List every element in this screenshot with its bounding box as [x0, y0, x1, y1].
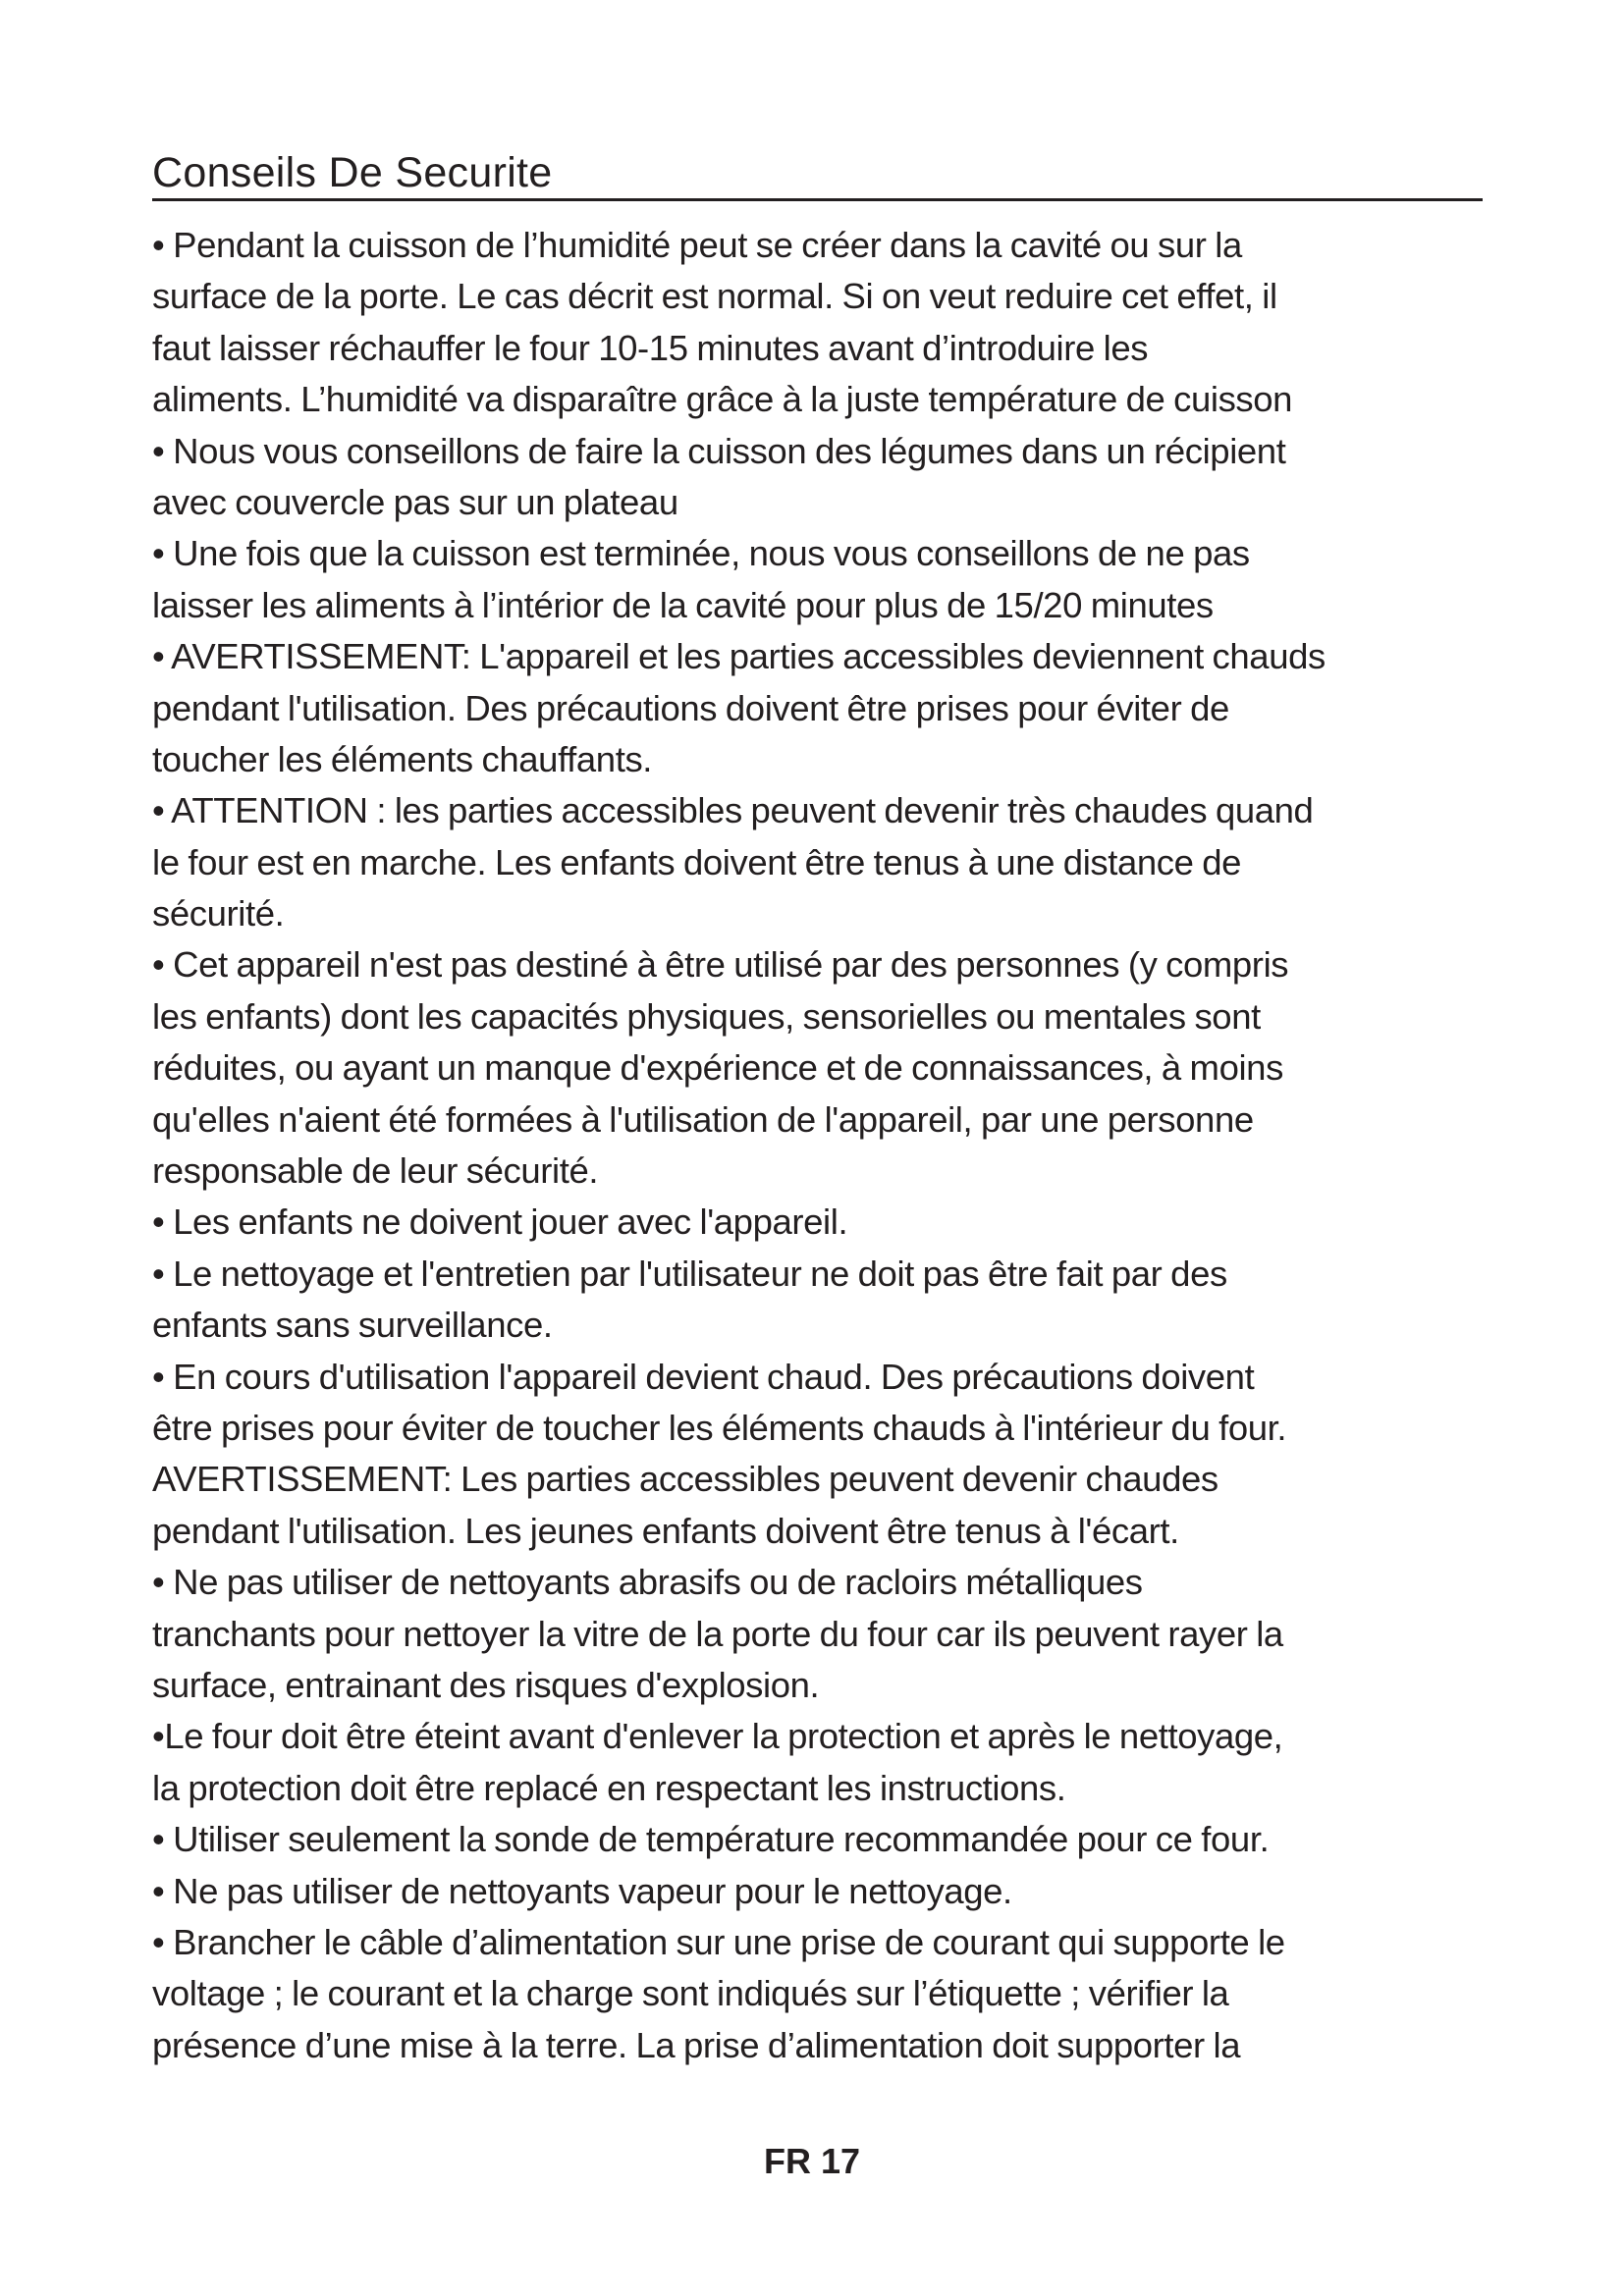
text-line: faut laisser réchauffer le four 10-15 minutes avant d’introduire les [152, 327, 1149, 368]
text-line: • Les enfants ne doivent jouer avec l'appareil. [152, 1201, 848, 1243]
text-line: • Utiliser seulement la sonde de température recommandée pour ce four. [152, 1819, 1270, 1860]
section-heading: Conseils De Securite [152, 147, 1483, 201]
text-line: • Ne pas utiliser de nettoyants vapeur pour le nettoyage. [152, 1870, 1012, 1911]
text-line: surface, entrainant des risques d'explosion. [152, 1664, 820, 1705]
text-line: pendant l'utilisation. Les jeunes enfants doivent être tenus à l'écart. [152, 1510, 1179, 1551]
text-line: réduites, ou ayant un manque d'expérience et de connaissances, à moins [152, 1047, 1283, 1089]
text-line: •Le four doit être éteint avant d'enlever la protection et après le nettoyage, [152, 1716, 1283, 1757]
text-line: • Brancher le câble d’alimentation sur une prise de courant qui supporte le [152, 1921, 1285, 1962]
text-line: • En cours d'utilisation l'appareil devient chaud. Des précautions doivent [152, 1356, 1255, 1397]
text-line: toucher les éléments chauffants. [152, 738, 653, 779]
safety-advice-text [152, 220, 1527, 2071]
text-line: qu'elles n'aient été formées à l'utilisation de l'appareil, par une personne [152, 1098, 1254, 1140]
text-line: le four est en marche. Les enfants doivent être tenus à une distance de [152, 841, 1242, 882]
text-line: tranchants pour nettoyer la vitre de la porte du four car ils peuvent rayer la [152, 1613, 1283, 1654]
text-line: enfants sans surveillance. [152, 1305, 553, 1346]
text-line: • Nous vous conseillons de faire la cuisson des légumes dans un récipient [152, 430, 1286, 471]
text-line: surface de la porte. Le cas décrit est normal. Si on veut reduire cet effet, il [152, 276, 1277, 317]
text-line: • Cet appareil n'est pas destiné à être utilisé par des personnes (y compris [152, 944, 1289, 986]
text-line: AVERTISSEMENT: Les parties accessibles peuvent devenir chaudes [152, 1459, 1218, 1500]
text-line: • Ne pas utiliser de nettoyants abrasifs ou de racloirs métalliques [152, 1562, 1143, 1603]
text-line: • AVERTISSEMENT: L'appareil et les parties accessibles deviennent chauds [152, 636, 1326, 677]
text-line: avec couvercle pas sur un plateau [152, 481, 678, 522]
text-line: aliments. L’humidité va disparaître grâce à la juste température de cuisson [152, 379, 1293, 420]
text-line: • Pendant la cuisson de l’humidité peut se créer dans la cavité ou sur la [152, 225, 1242, 265]
text-line: voltage ; le courant et la charge sont indiqués sur l’étiquette ; vérifier la [152, 1973, 1229, 2014]
text-line: • Une fois que la cuisson est terminée, nous vous conseillons de ne pas [152, 533, 1250, 574]
text-line: laisser les aliments à l’intérior de la cavité pour plus de 15/20 minutes [152, 584, 1214, 625]
text-line: responsable de leur sécurité. [152, 1150, 599, 1192]
text-line: • Le nettoyage et l'entretien par l'utilisateur ne doit pas être fait par des [152, 1253, 1227, 1294]
text-line: sécurité. [152, 893, 285, 934]
text-line: • ATTENTION : les parties accessibles peuvent devenir très chaudes quand [152, 790, 1314, 831]
text-line: pendant l'utilisation. Des précautions doivent être prises pour éviter de [152, 687, 1229, 728]
text-line: les enfants) dont les capacités physiques, sensorielles ou mentales sont [152, 995, 1261, 1037]
text-line: la protection doit être replacé en respectant les instructions. [152, 1767, 1066, 1808]
text-line: être prises pour éviter de toucher les éléments chauds à l'intérieur du four. [152, 1407, 1287, 1448]
page-number: FR 17 [763, 2141, 861, 2181]
text-line: présence d’une mise à la terre. La prise d’alimentation doit supporter la [152, 2024, 1241, 2065]
